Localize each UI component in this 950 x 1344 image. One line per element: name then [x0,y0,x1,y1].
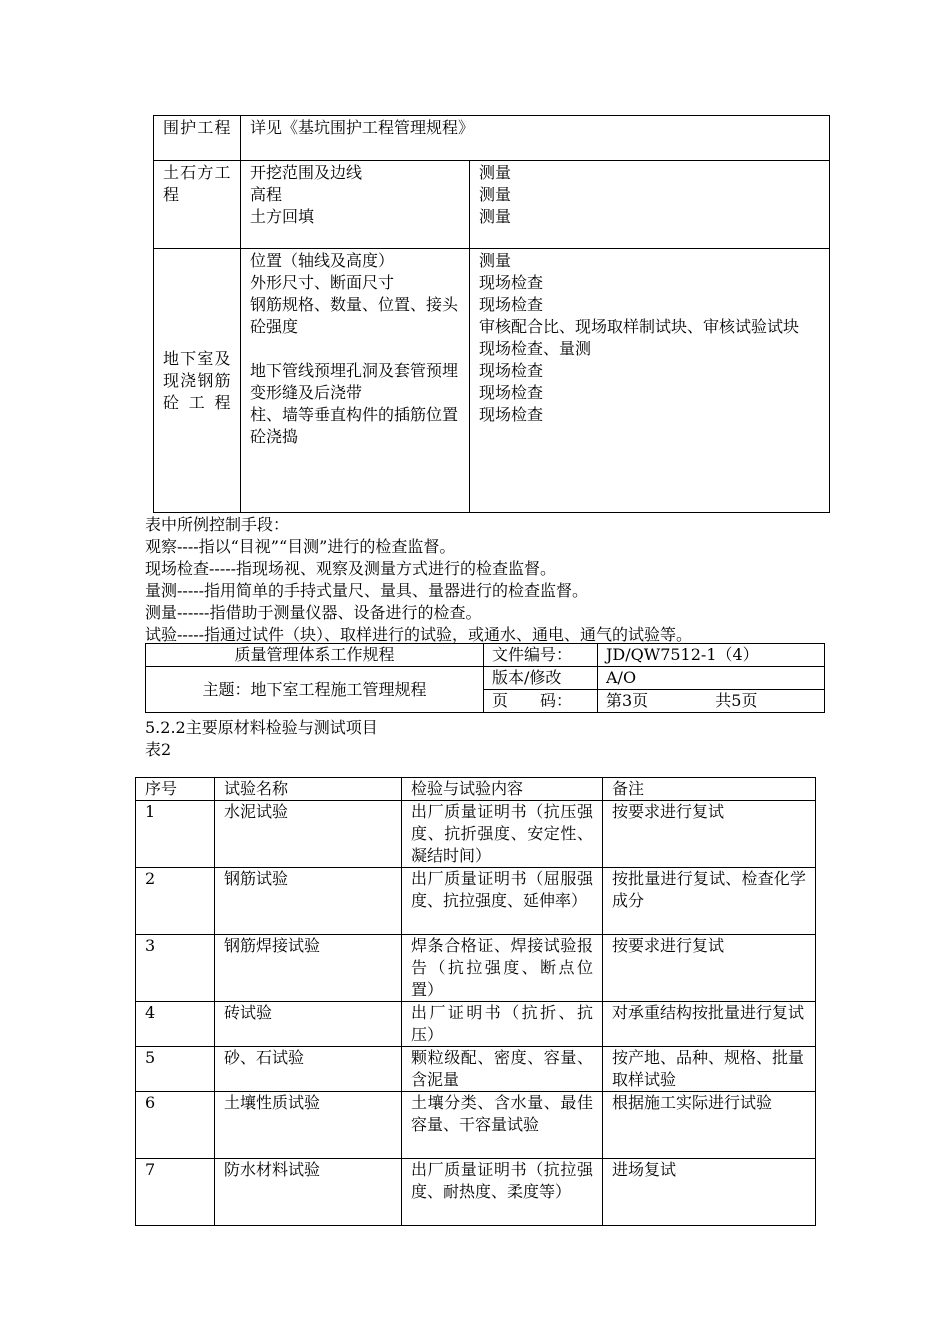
table-row [136,1047,816,1092]
method-line: 现场检查 [479,383,544,402]
item-line: 高程 [250,185,283,204]
method-line: 测量 [479,185,512,204]
total-pages: 共5页 [715,691,758,710]
row-note: 按产地、品种、规格、批量取样试验 [603,1047,816,1092]
items-cell [241,249,470,513]
control-table [153,115,830,513]
doc-no-value: JD/QW7512-1（4） [598,644,825,667]
method-line: 测量 [479,251,512,270]
table-row [136,935,816,1002]
note-line: 量测-----指用简单的手持式量尺、量具、量器进行的检查监督。 [145,581,589,600]
header-cell: 试验名称 [215,778,402,801]
table-row [136,1002,816,1047]
table-row [136,868,816,935]
method-line: 现场检查 [479,405,544,424]
note-line: 表中所例控制手段： [145,515,290,534]
table-row [136,1092,816,1159]
item-line: 外形尺寸、断面尺寸 [250,273,395,292]
row-content: 颗粒级配、密度、容量、含泥量 [402,1047,603,1092]
items-cell [241,161,470,249]
note-line: 试验-----指通过试件（块）、取样进行的试验，或通水、通电、通气的试验等。 [145,625,693,644]
header-cell: 检验与试验内容 [402,778,603,801]
method-line: 现场检查、量测 [479,339,592,358]
row-no: 1 [136,801,215,868]
item-cell: 详见《基坑围护工程管理规程》 [241,116,830,161]
row-content: 出厂质量证明书（抗拉强度、耐热度、柔度等） [402,1159,603,1226]
note-line: 测量------指借助于测量仪器、设备进行的检查。 [145,603,482,622]
row-note: 根据施工实际进行试验 [603,1092,816,1159]
table-label: 表2 [145,740,172,759]
item-line: 砼强度 [250,317,299,336]
row-no: 4 [136,1002,215,1047]
methods-cell [470,161,830,249]
header-subject: 主题：地下室工程施工管理规程 [146,667,484,713]
item-line: 地下管线预埋孔洞及套管预埋 [250,361,459,380]
doc-no-label: 文件编号： [484,644,598,667]
row-no: 3 [136,935,215,1002]
row-name: 砖试验 [215,1002,402,1047]
item-line: 土方回填 [250,207,315,226]
row-note: 进场复试 [603,1159,816,1226]
row-name: 钢筋试验 [215,868,402,935]
row-content: 出厂证明书（抗折、抗压） [402,1002,603,1047]
method-line: 审核配合比、现场取样制试块、审核试验试块 [479,317,800,336]
section-block [145,717,378,761]
header-cell: 备注 [603,778,816,801]
methods-cell [470,249,830,513]
method-line: 现场检查 [479,295,544,314]
version-value: A/O [598,667,825,690]
row-no: 7 [136,1159,215,1226]
table-row [136,1159,816,1226]
version-label: 版本/修改 [484,667,598,690]
method-line: 测量 [479,207,512,226]
row-note: 按要求进行复试 [603,801,816,868]
control-notes [145,514,845,646]
row-note: 按批量进行复试、检查化学成分 [603,868,816,935]
item-line: 钢筋规格、数量、位置、接头 [250,295,459,314]
item-line: 位置（轴线及高度） [250,251,395,270]
row-no: 2 [136,868,215,935]
table-header-row [136,778,816,801]
item-line: 开挖范围及边线 [250,163,363,182]
page-value: 第3页 [606,691,649,710]
row-name: 防水材料试验 [215,1159,402,1226]
row-no: 5 [136,1047,215,1092]
item-line: 变形缝及后浇带 [250,383,363,402]
method-line: 现场检查 [479,361,544,380]
row-content: 焊条合格证、焊接试验报告（抗拉强度、断点位置） [402,935,603,1002]
header-title: 质量管理体系工作规程 [146,644,484,667]
item-line: 砼浇捣 [250,427,299,446]
page-label: 页 码： [484,690,598,713]
row-content: 出厂质量证明书（屈服强度、抗拉强度、延伸率） [402,868,603,935]
method-line: 现场检查 [479,273,544,292]
item-line [250,338,460,360]
section-heading: 5.2.2主要原材料检验与测试项目 [145,718,378,737]
row-note: 按要求进行复试 [603,935,816,1002]
row-name: 水泥试验 [215,801,402,868]
document-header [145,643,825,713]
row-name: 土壤性质试验 [215,1092,402,1159]
row-content: 土壤分类、含水量、最佳容量、干容量试验 [402,1092,603,1159]
row-name: 钢筋焊接试验 [215,935,402,1002]
method-line: 测量 [479,163,512,182]
row-note: 对承重结构按批量进行复试 [603,1002,816,1047]
row-no: 6 [136,1092,215,1159]
header-cell: 序号 [136,778,215,801]
note-line: 观察----指以“目视”“目测”进行的检查监督。 [145,537,456,556]
category-cell: 土石方工程 [154,161,241,249]
materials-test-table [135,777,816,1226]
page-value-cell [598,690,825,713]
category-cell: 围护工程 [154,116,241,161]
category-cell: 地下室及现浇钢筋砼工程 [154,249,241,513]
item-line: 柱、墙等垂直构件的插筋位置 [250,405,459,424]
row-content: 出厂质量证明书（抗压强度、抗折强度、安定性、凝结时间） [402,801,603,868]
row-name: 砂、石试验 [215,1047,402,1092]
table-row [136,801,816,868]
note-line: 现场检查-----指现场视、观察及测量方式进行的检查监督。 [145,559,557,578]
